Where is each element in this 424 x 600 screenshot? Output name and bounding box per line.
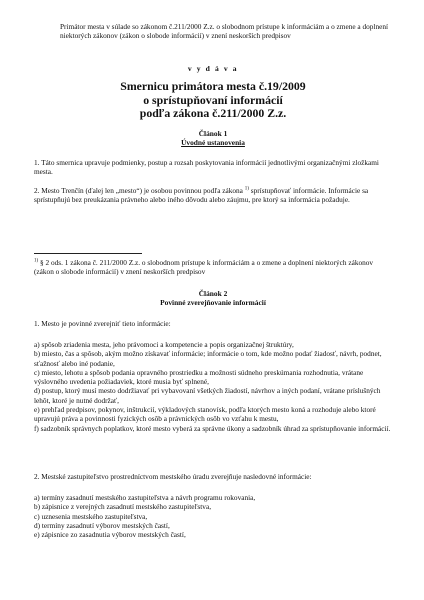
- list-item: a) termíny zasadnutí mestského zastupiteľstva a návrh programu rokovania,: [34, 493, 256, 502]
- footnote-marker: 1): [34, 258, 39, 264]
- information-list: [34, 340, 392, 433]
- article-2-heading: [34, 289, 392, 308]
- article-1-number: Článok 1: [198, 129, 228, 138]
- article-2-number: Článok 2: [198, 289, 228, 298]
- issues-label: v y d á v a: [187, 64, 239, 73]
- footnote-divider: [34, 253, 142, 254]
- list-item: e) zápisnice zo zasadnutia výborov mestských častí,: [34, 530, 186, 540]
- list-item: f) sadzobník správnych poplatkov, ktoré mesto vyberá za správne úkony a sadzobník úhrad za sprístupňovanie informácií.: [34, 423, 391, 433]
- document-title: [34, 80, 392, 121]
- list-item: b) zápisnice z verejných zasadnutí mestského zastupiteľstva,: [34, 502, 212, 512]
- footnote-ref: 1): [244, 186, 249, 192]
- list-item: a) spôsob zriadenia mesta, jeho právomoci a kompetencie a popis organizačnej štruktúry,: [34, 340, 294, 349]
- list-item: e) prehľad predpisov, pokynov, inštrukcií, výkladových stanovísk, podľa ktorých mesto koná a rozhoduje alebo ktoré upravujú práva a povinnosti fyzických osôb a právnických osôb vo vzťahu k mestu,: [34, 405, 376, 424]
- list-item: c) uznesenia mestského zastupiteľstva,: [34, 511, 148, 521]
- article-1-paragraph-2: [34, 186, 392, 205]
- article-2-paragraph-1: 1. Mesto je povinné zverejniť tieto informácie:: [34, 319, 171, 328]
- footnote-text: § 2 ods. 1 zákona č. 211/2000 Z.z. o slobodnom prístupe k informáciám a o zmene a doplnení niektorých zákonov (zákon o slobode informácií) v znení neskorších predpisov: [34, 258, 374, 277]
- title-line-3: podľa zákona č.211/2000 Z.z.: [139, 106, 287, 120]
- article-2-paragraph-2: 2. Mestské zastupiteľstvo prostredníctvom mestského úradu zverejňuje nasledovné informácie:: [34, 472, 312, 481]
- council-information-list: [34, 493, 392, 539]
- list-item: d) postup, ktorý musí mesto dodržiavať pri vybavovaní všetkých žiadostí, návrhov a iných podaní, vrátane príslušných lehôt, ktoré je nutné dodržať,: [34, 386, 381, 405]
- article-2-title: Povinné zverejňovanie informácií: [160, 298, 266, 308]
- footnote: [34, 258, 392, 277]
- list-item: b) miesto, čas a spôsob, akým možno získavať informácie; informácie o tom, kde možno podať žiadosť, návrh, podnet, sťažnosť alebo iné podanie,: [34, 349, 382, 368]
- title-line-2: o sprístupňovaní informácií: [143, 92, 283, 107]
- title-line-1: Smernicu primátora mesta č.19/2009: [120, 79, 306, 93]
- article-1-paragraph-1: 1. Táto smernica upravuje podmienky, postup a rozsah poskytovania informácií jednotlivými organizačnými zložkami mesta.: [34, 158, 379, 177]
- article-1-heading: [34, 129, 392, 148]
- list-item: d) termíny zasadnutí výborov mestských častí,: [34, 520, 170, 530]
- article-1-title: Úvodné ustanovenia: [181, 138, 245, 148]
- list-item: c) miesto, lehotu a spôsob podania opravného prostriedku a možnosti súdneho preskúmania rozhodnutia, vrátane výslovného uvedenia požiadaviek, ktoré musia byť splnené,: [34, 367, 364, 387]
- paragraph-2-text-start: 2. Mesto Trenčín (ďalej len „mesto“) je osobou povinnou podľa zákona: [34, 186, 243, 195]
- intro-paragraph: Primátor mesta v súlade so zákonom č.211/2000 Z.z. o slobodnom prístupe k informáciám a o zmene a doplnení niektorých zákonov (zákon o slobode informácií) v znení neskorších predpisov: [60, 22, 389, 41]
- paragraph-2-text-end: sprístupňovať informácie. Informácie sa sprístupňujú bez preukázania právneho alebo iného dôvodu alebo záujmu, pre ktorý sa informácia požaduje.: [34, 186, 369, 205]
